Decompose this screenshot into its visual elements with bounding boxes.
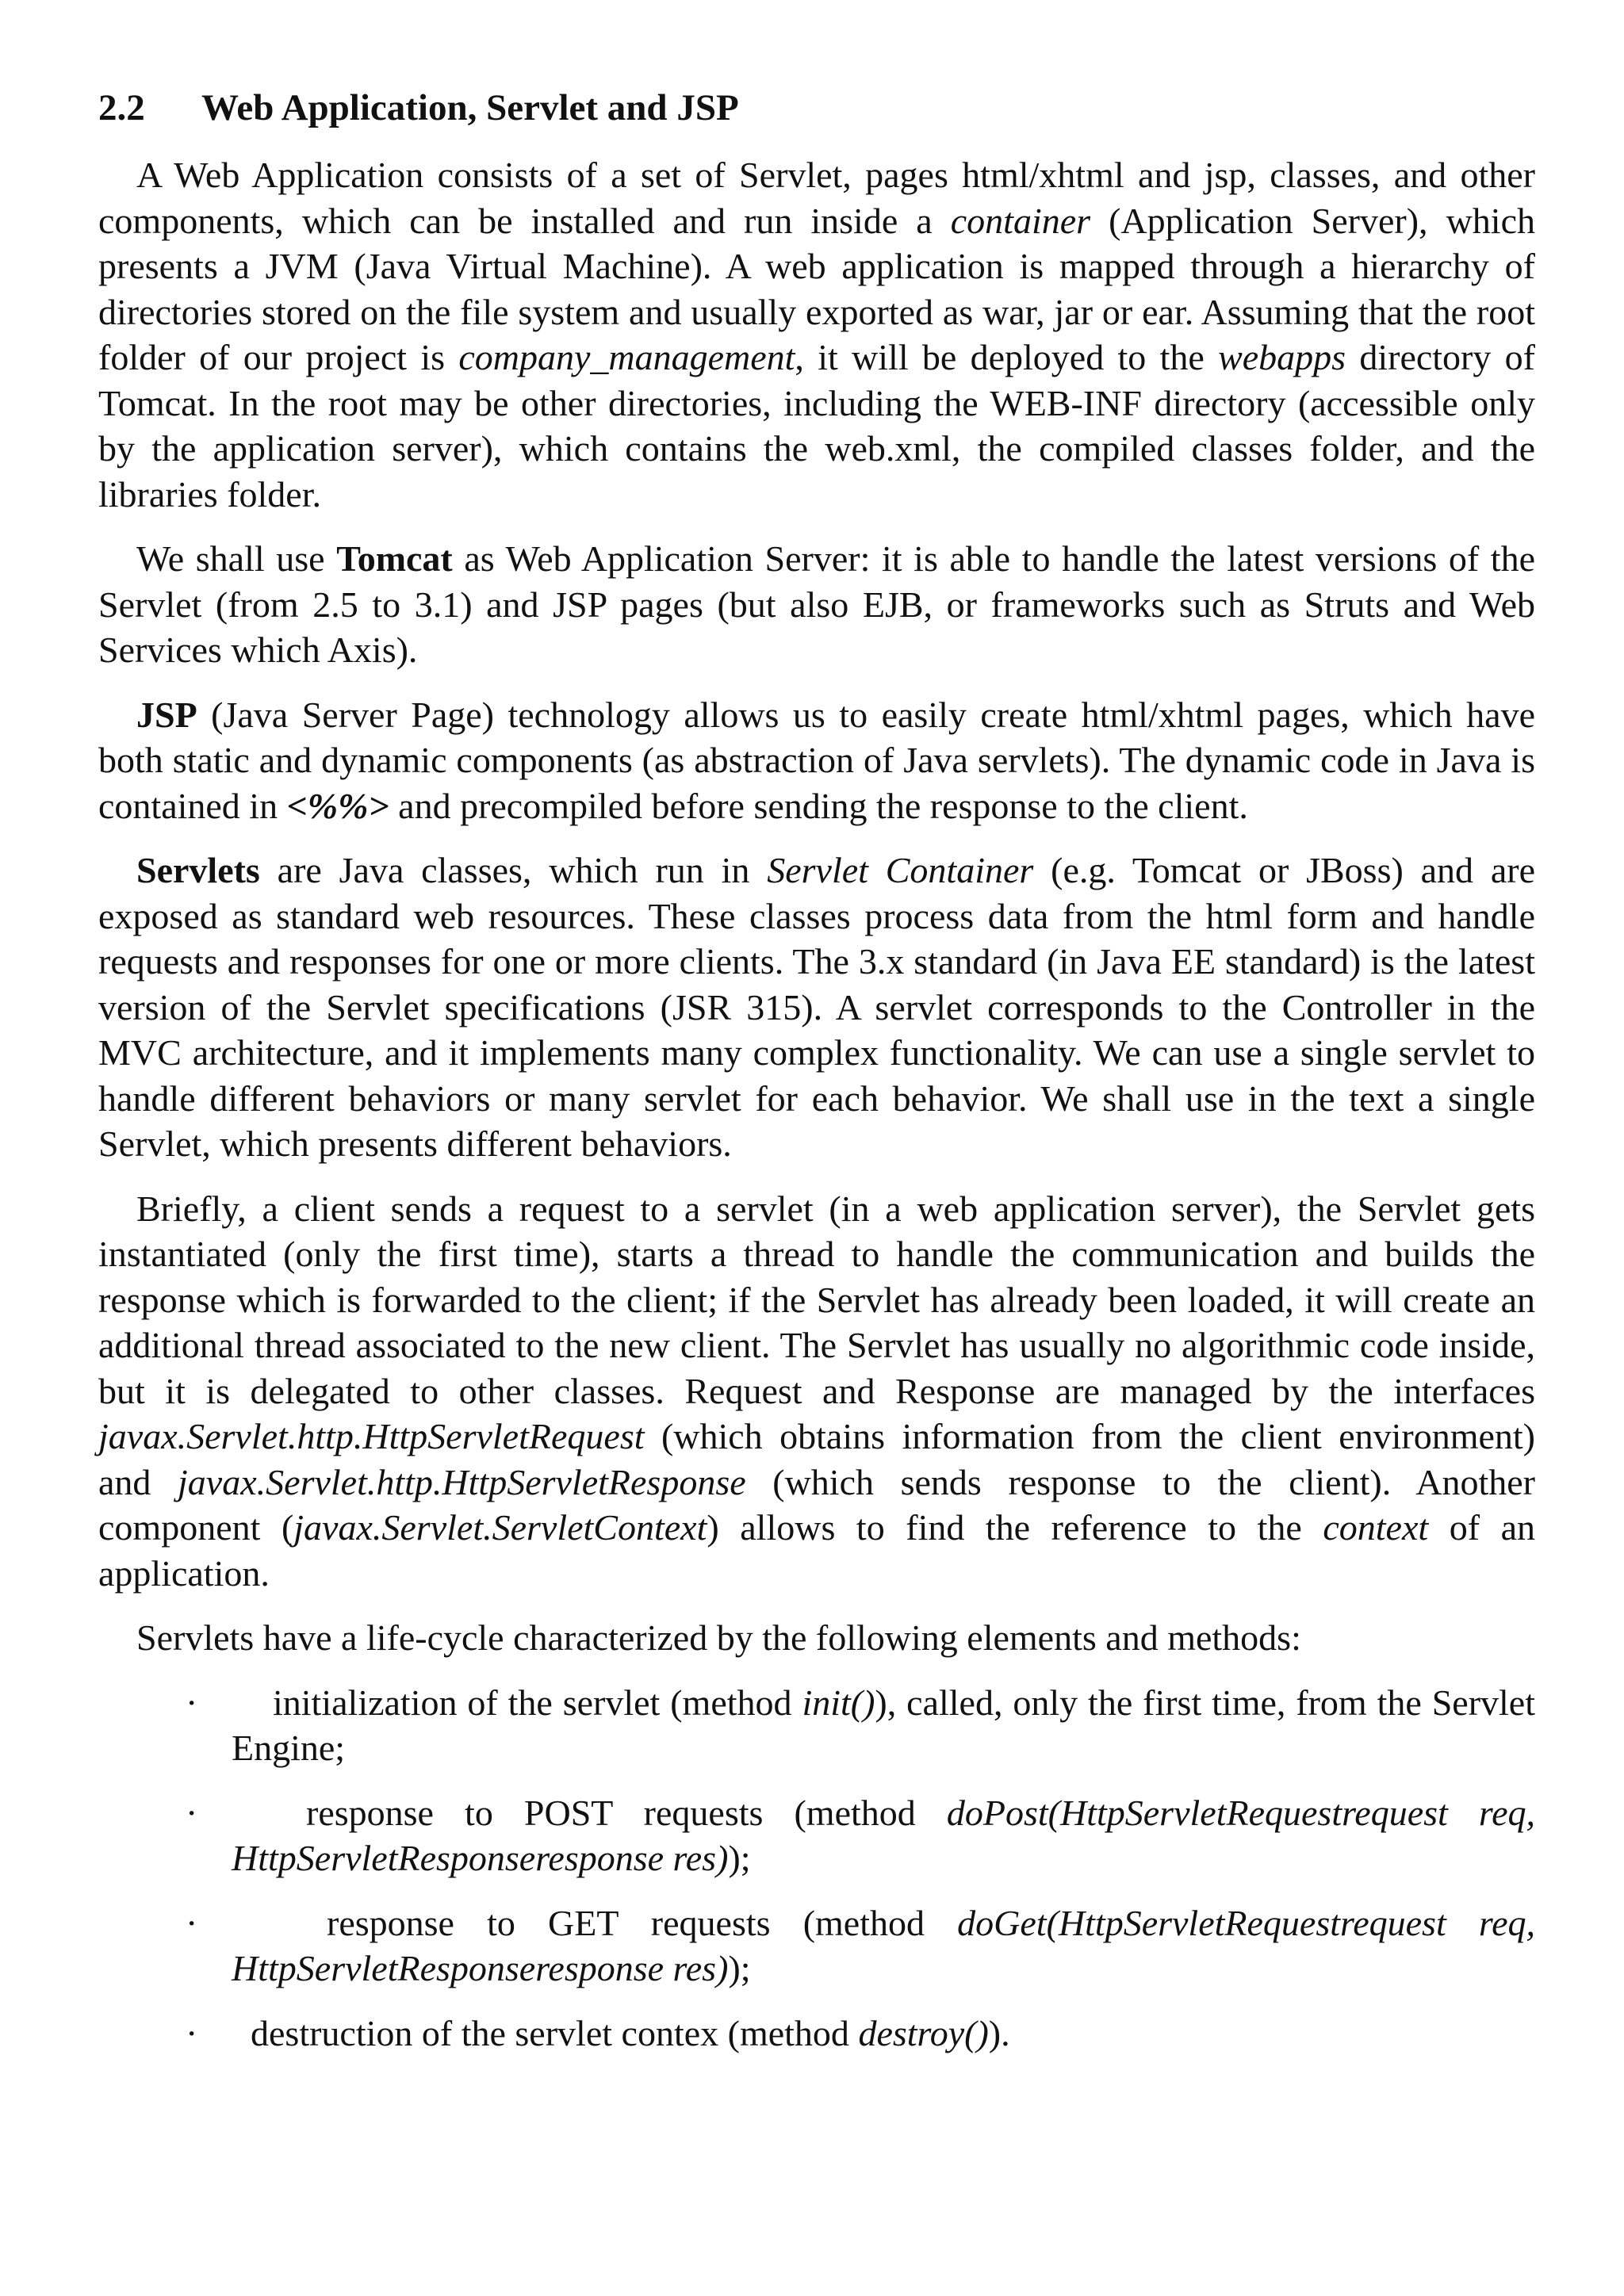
section-heading	[98, 86, 1535, 130]
text-run: (which obtains information from the client environment) and	[98, 1416, 1535, 1502]
list-item	[98, 1790, 1535, 1881]
italic-term-company-management: company_management	[458, 337, 795, 378]
bold-term-jsp: JSP	[136, 694, 197, 735]
text-run: destruction of the servlet contex (method	[251, 2012, 859, 2053]
italic-term-http-servlet-response: javax.Servlet.http.HttpServletResponse	[178, 1461, 746, 1502]
text-run: );	[728, 1838, 751, 1879]
text-run: We shall use	[136, 538, 337, 580]
text-run: response to POST requests (method	[306, 1792, 947, 1833]
bold-italic-tag: <%%>	[286, 785, 389, 826]
text-run: Briefly, a client sends a request to a servlet (in a web application server), the Servlet gets instantiated (only the first time), starts a thread to handle the communication and builds the response which is forwarded to the client; if the Servlet has already been loaded, it will create an additional thread associated to the new client. The Servlet has usually no algorithmic code inside, but it is delegated to other classes. Request and Response are managed by the interfaces	[98, 1188, 1535, 1411]
text-run: are Java classes, which run in	[259, 850, 768, 891]
italic-term-context: context	[1323, 1507, 1429, 1548]
text-run: ), called, only the first time, from the Servlet Engine;	[232, 1682, 1536, 1769]
text-run: and precompiled before sending the response to the client.	[389, 785, 1248, 826]
italic-method-init: init()	[802, 1682, 875, 1723]
bold-term-servlets: Servlets	[136, 850, 260, 891]
text-run: ) allows to find the reference to the	[707, 1507, 1323, 1548]
paragraph-web-application	[98, 152, 1535, 517]
document-page	[98, 86, 1535, 2075]
bullet-mark: ·	[186, 1682, 198, 1723]
text-run: directory of Tomcat. In the root may be other directories, including the WEB-INF directory (accessible only by the application server), which contains the web.xml, the compiled classes folder, and the libraries folder.	[98, 337, 1535, 515]
paragraph-lifecycle-intro	[98, 1615, 1535, 1661]
text-run: (which sends response to the client). Another component (	[98, 1461, 1535, 1548]
italic-method-dopost: doPost(HttpServletRequestrequest req, HttpServletResponseresponse res)	[232, 1792, 1536, 1879]
bullet-mark: ·	[186, 1792, 198, 1833]
text-run: , it will be deployed to the	[795, 337, 1219, 378]
italic-term-webapps: webapps	[1218, 337, 1346, 378]
text-run: as Web Application Server: it is able to handle the latest versions of the Servlet (from 2.5 to 3.1) and JSP pages (but also EJB, or frameworks such as Struts and Web Services which Axis).	[98, 538, 1535, 671]
section-number: 2.2	[98, 87, 145, 128]
list-item	[98, 2011, 1535, 2057]
italic-method-destroy: destroy()	[858, 2012, 989, 2053]
bold-term-tomcat: Tomcat	[336, 538, 453, 580]
italic-method-doget: doGet(HttpServletRequestrequest req, HttpServletResponseresponse res)	[232, 1902, 1535, 1989]
italic-term-http-servlet-request: javax.Servlet.http.HttpServletRequest	[98, 1416, 645, 1457]
text-run: (Java Server Page) technology allows us to easily create html/xhtml pages, which have both static and dynamic components (as abstraction of Java servlets). The dynamic code in Java is contained in	[98, 694, 1535, 826]
text-run: A Web Application consists of a set of Servlet, pages html/xhtml and jsp, classes, and other components, which can be installed and run inside a	[98, 155, 1535, 241]
list-item	[98, 1900, 1535, 1992]
paragraph-servlets	[98, 848, 1535, 1167]
text-run: initialization of the servlet (method	[273, 1682, 802, 1723]
text-run: response to GET requests (method	[327, 1902, 958, 1943]
italic-term-servlet-context: javax.Servlet.ServletContext	[293, 1507, 707, 1548]
list-item	[98, 1680, 1535, 1771]
text-run: (Application Server), which presents a JVM (Java Virtual Machine). A web application is mapped through a hierarchy of directories stored on the file system and usually exported as war, jar or ear. Assuming that the root folder of our project is	[98, 200, 1535, 378]
text-run: ).	[988, 2012, 1010, 2053]
paragraph-briefly	[98, 1186, 1535, 1597]
text-run: );	[728, 1948, 751, 1989]
italic-term-container: container	[950, 200, 1091, 241]
lifecycle-list	[98, 1680, 1535, 2057]
text-run: of an application.	[98, 1507, 1535, 1594]
section-title: Web Application, Servlet and JSP	[201, 87, 739, 128]
text-run: (e.g. Tomcat or JBoss) and are exposed as standard web resources. These classes process data from the html form and handle requests and responses for one or more clients. The 3.x standard (in Java EE standard) is the latest version of the Servlet specifications (JSR 315). A servlet corresponds to the Controller in the MVC architecture, and it implements many complex functionality. We can use a single servlet to handle different behaviors or many servlet for each behavior. We shall use in the text a single Servlet, which presents different behaviors.	[98, 850, 1535, 1165]
paragraph-jsp	[98, 692, 1535, 829]
italic-term-servlet-container: Servlet Container	[767, 850, 1034, 891]
bullet-mark: ·	[186, 2012, 198, 2053]
bullet-mark: ·	[186, 1902, 198, 1943]
paragraph-tomcat	[98, 536, 1535, 673]
text-run: Servlets have a life-cycle characterized by the following elements and methods:	[136, 1617, 1301, 1659]
